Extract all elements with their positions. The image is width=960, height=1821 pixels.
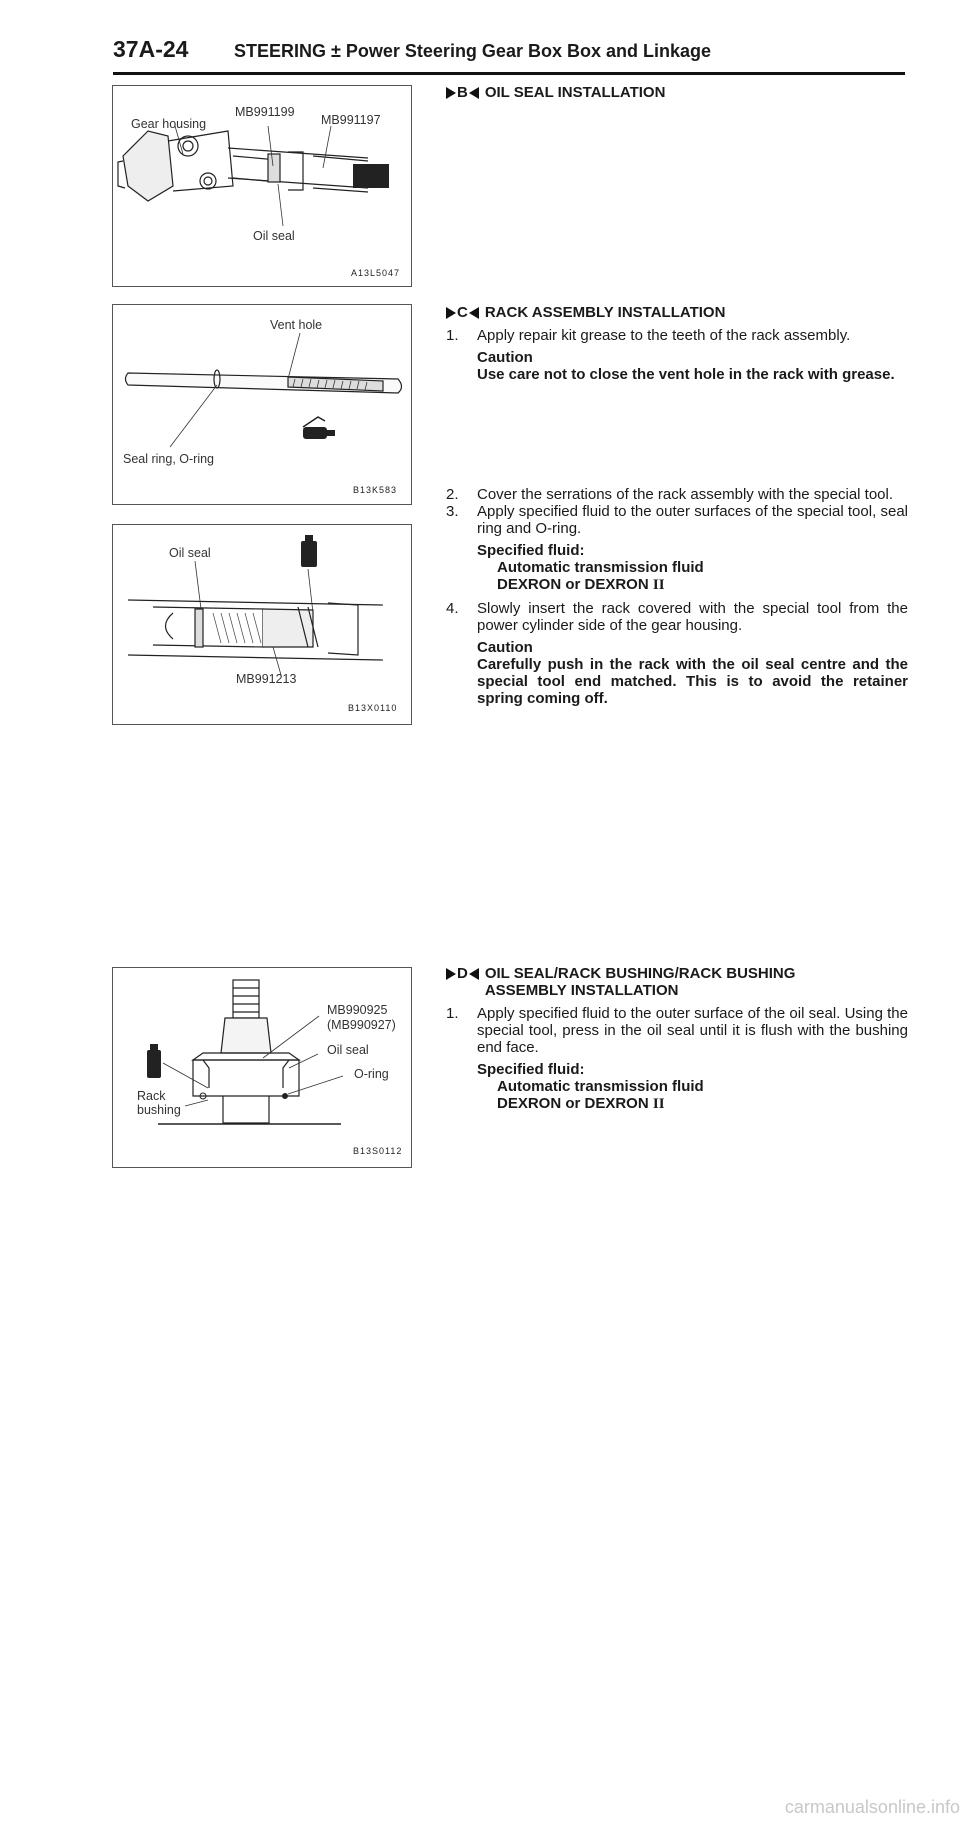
page-header (113, 34, 905, 75)
label-seal-ring: Seal ring, O-ring (123, 452, 215, 466)
step-number: 4. (446, 600, 459, 617)
rack-insertion-illustration (113, 525, 411, 724)
oil-seal-installation-illustration (113, 86, 411, 286)
caution-1 (446, 349, 908, 383)
caution-label: Caution (477, 349, 533, 366)
fluid-line-1: Automatic transmission fluid (497, 1078, 704, 1095)
step-text: Cover the serrations of the rack assembly with the special tool. (477, 486, 894, 503)
step-1 (446, 1005, 908, 1056)
fluid-line-1: Automatic transmission fluid (497, 559, 704, 576)
label-oil-seal: Oil seal (253, 229, 295, 243)
fluid-line-2 (477, 1095, 908, 1113)
label-bushing: bushing (137, 1103, 181, 1117)
label-mb991213: MB991213 (236, 672, 297, 686)
triangle-left-icon (469, 87, 479, 99)
section-heading (446, 304, 908, 321)
section-letter: C (457, 304, 468, 321)
label-o-ring: O-ring (354, 1067, 389, 1081)
header-title: STEERING ± Power Steering Gear Box Box and Linkage (234, 41, 711, 61)
section-title: OIL SEAL/RACK BUSHING/RACK BUSHING ASSEMBLY INSTALLATION (484, 965, 796, 999)
fluid-line-2-text: DEXRON or DEXRON (497, 576, 649, 593)
section-rack-assembly-installation (446, 304, 908, 707)
step-number: 2. (446, 486, 459, 503)
section-mark (446, 965, 479, 982)
label-mb991199: MB991199 (235, 105, 295, 119)
section-title: RACK ASSEMBLY INSTALLATION (484, 304, 726, 321)
figure-code: B13S0112 (353, 1146, 403, 1156)
step-2 (446, 486, 908, 503)
figure-rack-assembly (112, 304, 412, 505)
fluid-line-2-text: DEXRON or DEXRON (497, 1095, 649, 1112)
section-heading (446, 84, 908, 101)
label-mb990925: MB990925 (327, 1003, 388, 1017)
step-number: 1. (446, 327, 459, 344)
step-text: Apply specified fluid to the outer surfaces of the special tool, seal ring and O-ring. (477, 503, 908, 537)
figure-rack-insertion (112, 524, 412, 725)
triangle-left-icon (469, 968, 479, 980)
figure-code: B13X0110 (348, 703, 398, 713)
fluid-label: Specified fluid: (477, 1061, 585, 1078)
fluid-roman: II (652, 1096, 665, 1112)
section-mark (446, 84, 479, 101)
caution-text: Use care not to close the vent hole in the rack with grease. (477, 366, 895, 383)
triangle-right-icon (446, 968, 456, 980)
figure-code: B13K583 (353, 485, 398, 495)
section-oil-seal-rack-bushing-installation (446, 965, 908, 1113)
oil-seal-rack-bushing-illustration (113, 968, 411, 1167)
step-number: 1. (446, 1005, 459, 1022)
label-gear-housing: Gear housing (131, 117, 207, 131)
label-mb991197: MB991197 (321, 113, 381, 127)
step-number: 3. (446, 503, 459, 520)
step-text: Apply specified fluid to the outer surface of the oil seal. Using the special tool, press in the oil seal until it is flush with the bushing end face. (477, 1005, 908, 1056)
step-3 (446, 503, 908, 537)
page-number: 37A-24 (113, 36, 189, 62)
step-text: Apply repair kit grease to the teeth of the rack assembly. (477, 327, 851, 344)
section-letter: B (457, 84, 468, 101)
triangle-left-icon (469, 307, 479, 319)
fluid-line-2 (477, 576, 908, 594)
triangle-right-icon (446, 87, 456, 99)
rack-assembly-illustration (113, 305, 411, 504)
caution-text: Carefully push in the rack with the oil seal centre and the special tool end matched. This is to avoid the retainer spring coming off. (477, 656, 908, 707)
figure-code: A13L5047 (351, 268, 401, 278)
label-rack: Rack (137, 1089, 166, 1103)
figure-oil-seal-installation (112, 85, 412, 287)
section-letter: D (457, 965, 468, 982)
caution-label: Caution (477, 639, 533, 656)
fluid-label: Specified fluid: (477, 542, 585, 559)
section-title: OIL SEAL INSTALLATION (484, 84, 666, 101)
specified-fluid (446, 542, 908, 594)
fluid-roman: II (652, 577, 665, 593)
section-mark (446, 304, 479, 321)
triangle-right-icon (446, 307, 456, 319)
label-oil-seal: Oil seal (327, 1043, 369, 1057)
label-oil-seal: Oil seal (169, 546, 211, 560)
specified-fluid (446, 1061, 908, 1113)
step-1 (446, 327, 908, 344)
label-vent-hole: Vent hole (270, 318, 323, 332)
label-mb990927: (MB990927) (327, 1018, 396, 1032)
section-oil-seal-installation (446, 84, 908, 101)
step-text: Slowly insert the rack covered with the special tool from the power cylinder side of the gear housing. (477, 600, 908, 634)
caution-2 (446, 639, 908, 707)
section-heading (446, 965, 908, 999)
step-4 (446, 600, 908, 634)
footer-watermark: carmanualsonline.info (784, 1797, 960, 1817)
figure-oil-seal-rack-bushing (112, 967, 412, 1168)
